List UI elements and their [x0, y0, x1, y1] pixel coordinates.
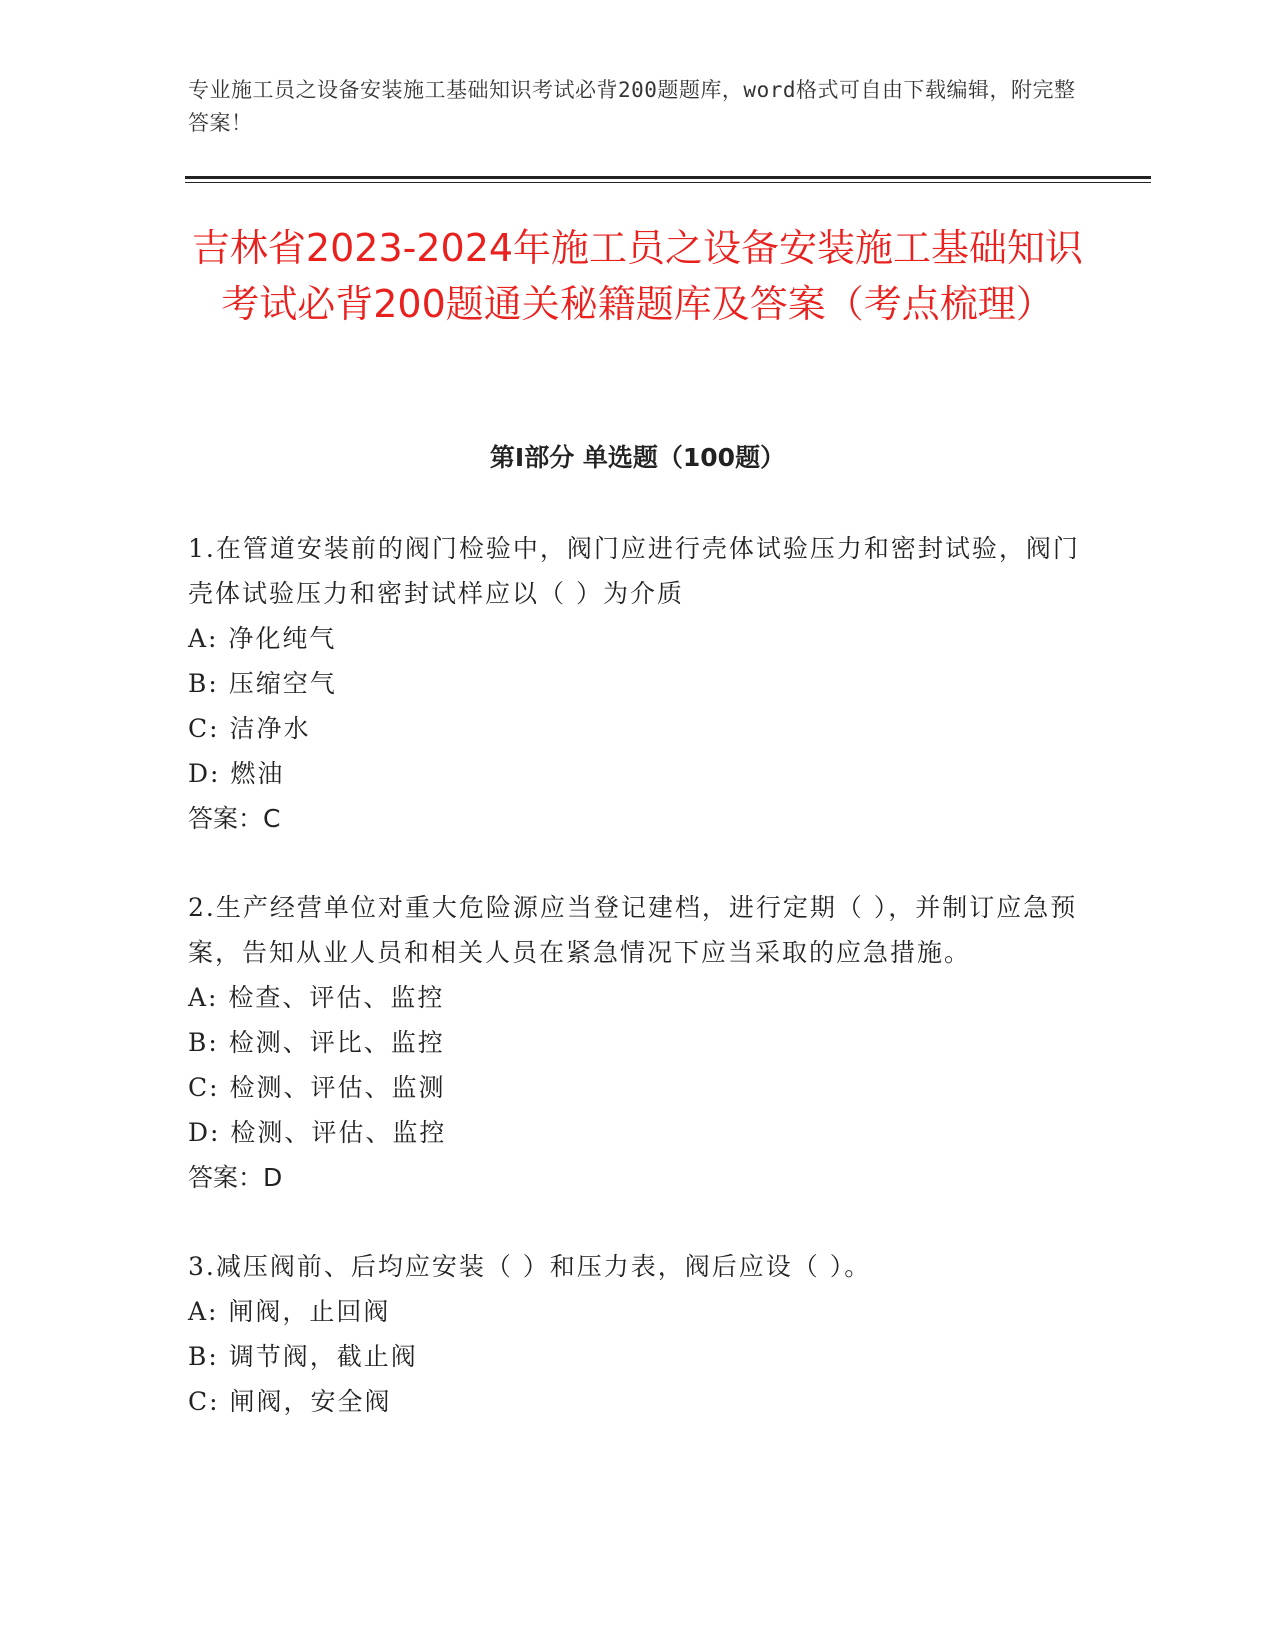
option-b: B: 检测、评比、监控 — [188, 1028, 445, 1057]
option-a: A: 检查、评估、监控 — [188, 983, 445, 1012]
question-list — [188, 526, 1088, 1468]
question-3 — [188, 1244, 1088, 1424]
header-note: 专业施工员之设备安装施工基础知识考试必背200题题库，word格式可自由下载编辑，附完整答案！ — [188, 78, 1076, 135]
header-rule-thin — [185, 182, 1151, 183]
option-c: C: 检测、评估、监测 — [188, 1073, 446, 1102]
option-c: C: 洁净水 — [188, 714, 311, 743]
question-stem: 3.减压阀前、后均应安装（ ）和压力表，阀后应设（ ）。 — [188, 1252, 872, 1281]
option-d: D: 检测、评估、监控 — [188, 1118, 447, 1147]
answer: 答案：C — [188, 804, 281, 833]
option-a: A: 闸阀，止回阀 — [188, 1297, 391, 1326]
question-1 — [188, 526, 1088, 841]
document-title: 吉林省2023-2024年施工员之设备安装施工基础知识考试必背200题通关秘籍题库及答案（考点梳理） — [191, 226, 1084, 326]
option-a: A: 净化纯气 — [188, 624, 337, 653]
section-title: 第I部分 单选题（100题） — [489, 443, 786, 472]
question-2 — [188, 885, 1088, 1200]
answer: 答案：D — [188, 1163, 283, 1192]
option-b: B: 压缩空气 — [188, 669, 337, 698]
option-c: C: 闸阀，安全阀 — [188, 1387, 392, 1416]
option-d: D: 燃油 — [188, 759, 285, 788]
question-stem: 2.生产经营单位对重大危险源应当登记建档，进行定期（ ），并制订应急预案，告知从业人员和相关人员在紧急情况下应当采取的应急措施。 — [188, 893, 1078, 967]
question-stem: 1.在管道安装前的阀门检验中，阀门应进行壳体试验压力和密封试验，阀门壳体试验压力和密封试样应以（ ）为介质 — [188, 534, 1080, 608]
header-rule-thick — [185, 176, 1151, 179]
option-b: B: 调节阀，截止阀 — [188, 1342, 418, 1371]
